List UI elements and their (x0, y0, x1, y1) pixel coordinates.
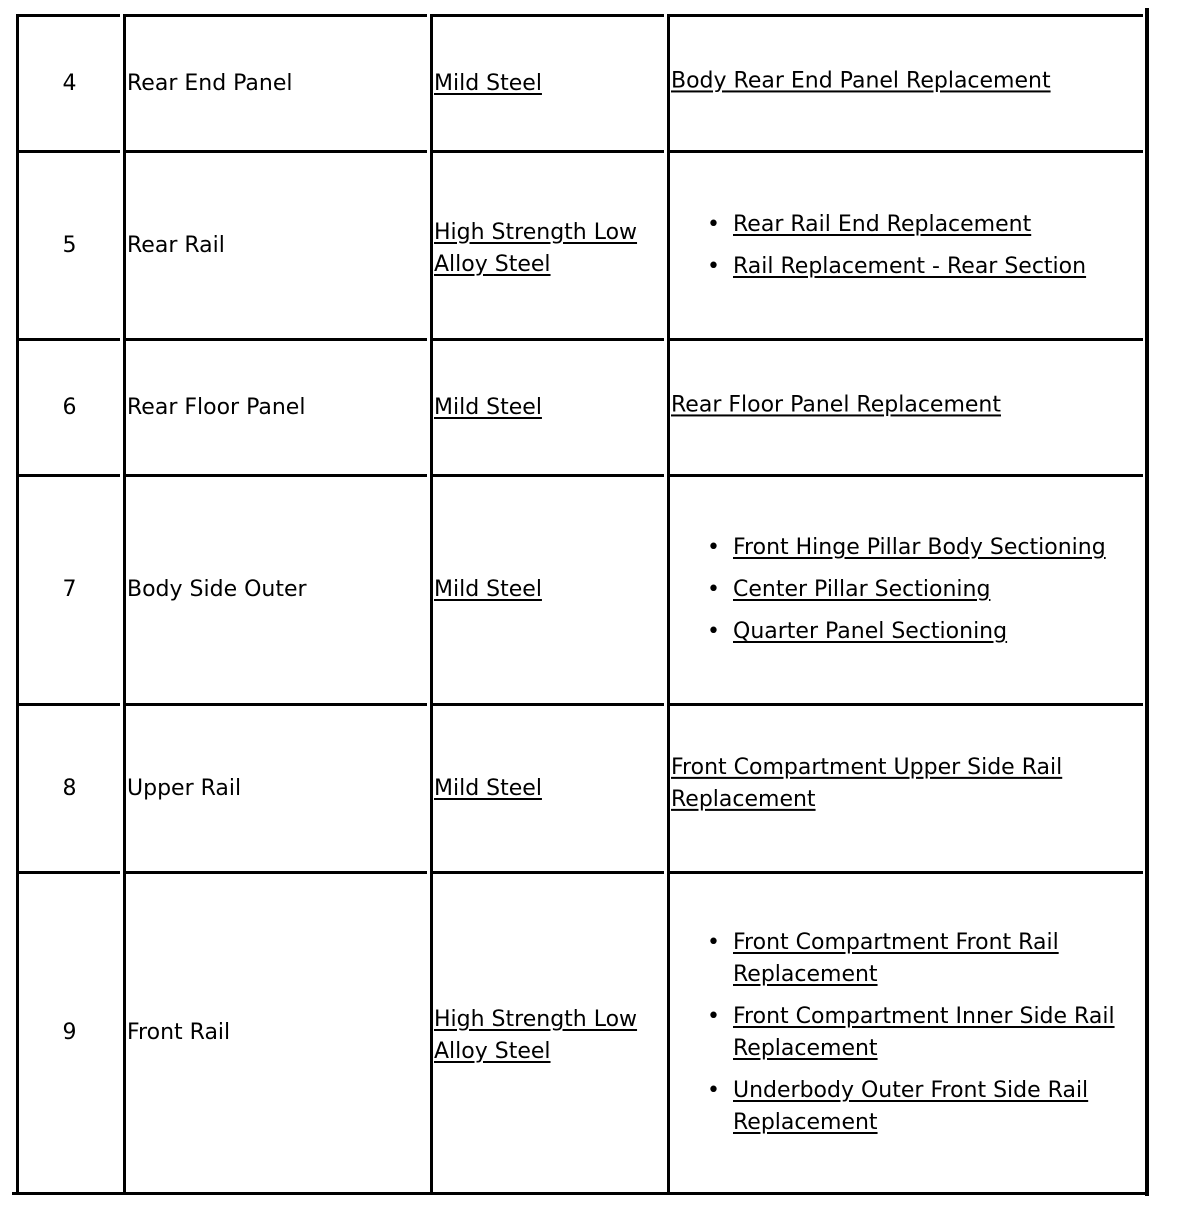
procedure-link[interactable]: Front Compartment Inner Side Rail Replacement (733, 1004, 1115, 1061)
material-wrap (433, 574, 664, 606)
procedure-cell (667, 703, 1143, 871)
bullet-icon: • (707, 577, 720, 602)
bullet-icon: • (707, 1078, 720, 1103)
procedure-link[interactable]: Rear Rail End Replacement (733, 211, 1032, 237)
table-row (14, 871, 1145, 1192)
bullet-icon: • (707, 619, 720, 644)
row-number: 8 (62, 775, 77, 801)
table-row (14, 150, 1145, 338)
procedure-cell (667, 871, 1143, 1192)
procedure-cell (667, 150, 1143, 338)
component-cell (123, 703, 427, 871)
number-cell (16, 474, 120, 703)
procedure-link[interactable]: Front Compartment Front Rail Replacement (733, 930, 1059, 987)
material-cell (430, 703, 664, 871)
material-wrap (433, 68, 664, 100)
row-number: 7 (62, 577, 77, 602)
procedure-link[interactable]: Quarter Panel Sectioning (733, 619, 1008, 644)
procedure-list (671, 927, 1123, 1139)
list-item (707, 927, 1123, 991)
number-cell (16, 150, 120, 338)
procedure-link[interactable]: Rail Replacement - Rear Section (733, 253, 1087, 279)
material-link[interactable]: Mild Steel (434, 70, 542, 96)
table-row (14, 703, 1145, 871)
row-number: 5 (62, 232, 77, 258)
procedure-cell (667, 474, 1143, 703)
procedure-link[interactable]: Underbody Outer Front Side Rail Replacement (733, 1078, 1089, 1135)
table-row (14, 338, 1145, 474)
bullet-icon: • (707, 253, 720, 279)
row-number: 6 (62, 394, 77, 420)
procedure-list (671, 532, 1123, 648)
procedure-cell (667, 14, 1143, 150)
procedure-wrap (670, 65, 1143, 97)
procedure-cell (667, 338, 1143, 474)
number-cell (16, 14, 120, 150)
component-name: Body Side Outer (127, 577, 307, 602)
component-name: Rear Floor Panel (127, 394, 306, 420)
material-wrap (433, 392, 664, 424)
row-number: 4 (62, 70, 77, 96)
number-cell (16, 871, 120, 1192)
procedure-wrap (670, 532, 1143, 648)
procedure-link[interactable]: Front Hinge Pillar Body Sectioning (733, 535, 1106, 560)
material-link[interactable]: Mild Steel (434, 577, 542, 602)
bullet-icon: • (707, 930, 720, 955)
procedure-wrap (670, 927, 1143, 1139)
procedure-wrap (670, 751, 1143, 815)
list-item (707, 532, 1123, 564)
material-link[interactable]: High Strength Low Alloy Steel (434, 1007, 638, 1064)
material-wrap (433, 773, 664, 805)
list-item (707, 574, 1123, 606)
list-item (707, 209, 1123, 241)
component-cell (123, 150, 427, 338)
component-cell (123, 14, 427, 150)
list-item (707, 1001, 1123, 1065)
component-cell (123, 474, 427, 703)
material-link[interactable]: Mild Steel (434, 394, 542, 420)
component-name: Upper Rail (127, 775, 242, 801)
table-row (14, 14, 1145, 150)
procedure-link[interactable]: Front Compartment Upper Side Rail Replacement (671, 754, 1063, 812)
procedure-wrap (670, 209, 1143, 283)
number-cell (16, 338, 120, 474)
material-link[interactable]: High Strength Low Alloy Steel (434, 219, 638, 277)
list-item (707, 616, 1123, 648)
component-name: Rear Rail (127, 232, 225, 258)
material-wrap (433, 998, 652, 1068)
component-name: Front Rail (127, 1020, 231, 1045)
bullet-icon: • (707, 535, 720, 560)
procedure-link[interactable]: Rear Floor Panel Replacement (671, 391, 1001, 417)
component-cell (123, 338, 427, 474)
procedure-link[interactable]: Body Rear End Panel Replacement (671, 67, 1051, 93)
bullet-icon: • (707, 1004, 720, 1029)
repair-table (14, 14, 1150, 1196)
component-cell (123, 871, 427, 1192)
procedure-list (671, 209, 1123, 283)
material-cell (430, 150, 664, 338)
material-cell (430, 474, 664, 703)
material-cell (430, 14, 664, 150)
material-cell (430, 338, 664, 474)
table-row (14, 474, 1145, 703)
list-item (707, 1075, 1123, 1139)
procedure-link[interactable]: Center Pillar Sectioning (733, 577, 991, 602)
list-item (707, 251, 1123, 283)
material-wrap (433, 211, 652, 281)
component-name: Rear End Panel (127, 70, 293, 96)
procedure-wrap (670, 389, 1143, 421)
material-link[interactable]: Mild Steel (434, 775, 542, 801)
number-cell (16, 703, 120, 871)
row-number: 9 (62, 1020, 77, 1045)
bullet-icon: • (707, 211, 720, 237)
material-cell (430, 871, 664, 1192)
